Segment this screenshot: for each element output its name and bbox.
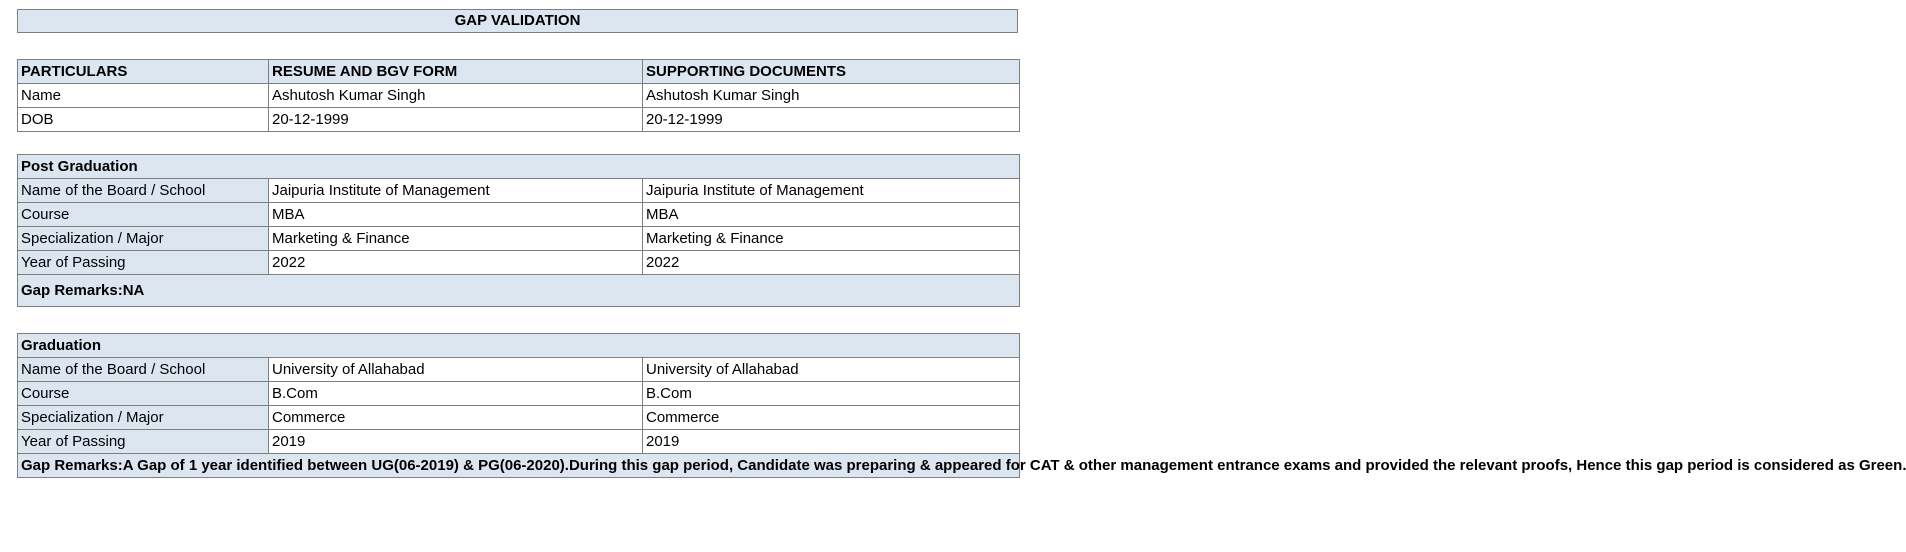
table-row — [18, 179, 1020, 203]
document-value: 2019 — [643, 430, 1020, 454]
table-row — [18, 227, 1020, 251]
row-label: Year of Passing — [18, 251, 269, 275]
document-value: MBA — [643, 203, 1020, 227]
resume-value: Marketing & Finance — [269, 227, 643, 251]
document-value: B.Com — [643, 382, 1020, 406]
personal-details-table — [17, 59, 1020, 132]
table-row — [18, 382, 1020, 406]
document-value: Marketing & Finance — [643, 227, 1020, 251]
document-value: Ashutosh Kumar Singh — [643, 84, 1020, 108]
table-row — [18, 251, 1020, 275]
gap-remarks: Gap Remarks:A Gap of 1 year identified between UG(06-2019) & PG(06-2020).During this gap period, Candidate was preparing & appeared for CAT & other management entrance exams and provided the relevant proofs, Hence this gap period is considered as Green. — [18, 454, 1020, 478]
table-row — [18, 430, 1020, 454]
post-graduation-table — [17, 154, 1020, 307]
gap-remarks: Gap Remarks:NA — [18, 275, 1020, 307]
resume-value: Jaipuria Institute of Management — [269, 179, 643, 203]
table-row-dob — [18, 108, 1020, 132]
page-title: GAP VALIDATION — [17, 9, 1018, 33]
resume-value: B.Com — [269, 382, 643, 406]
section-heading: Graduation — [18, 334, 1020, 358]
resume-value: MBA — [269, 203, 643, 227]
resume-value: 20-12-1999 — [269, 108, 643, 132]
row-label: DOB — [18, 108, 269, 132]
gap-remarks-row — [18, 275, 1020, 307]
table-row — [18, 358, 1020, 382]
row-label: Name of the Board / School — [18, 358, 269, 382]
resume-value: 2022 — [269, 251, 643, 275]
section-heading-row — [18, 334, 1020, 358]
header-supporting-docs: SUPPORTING DOCUMENTS — [643, 60, 1020, 84]
row-label: Specialization / Major — [18, 406, 269, 430]
header-particulars: PARTICULARS — [18, 60, 269, 84]
table-row — [18, 406, 1020, 430]
gap-remarks-row — [18, 454, 1020, 478]
resume-value: Commerce — [269, 406, 643, 430]
row-label: Name — [18, 84, 269, 108]
section-heading-row — [18, 155, 1020, 179]
header-resume-bgv: RESUME AND BGV FORM — [269, 60, 643, 84]
document-value: Commerce — [643, 406, 1020, 430]
document-value: 2022 — [643, 251, 1020, 275]
row-label: Specialization / Major — [18, 227, 269, 251]
table-row — [18, 203, 1020, 227]
row-label: Course — [18, 382, 269, 406]
graduation-table — [17, 333, 1906, 478]
table-row-name — [18, 84, 1020, 108]
row-label: Year of Passing — [18, 430, 269, 454]
resume-value: Ashutosh Kumar Singh — [269, 84, 643, 108]
section-heading: Post Graduation — [18, 155, 1020, 179]
table-header-row — [18, 60, 1020, 84]
row-label: Course — [18, 203, 269, 227]
document-value: 20-12-1999 — [643, 108, 1020, 132]
resume-value: 2019 — [269, 430, 643, 454]
document-value: Jaipuria Institute of Management — [643, 179, 1020, 203]
document-value: University of Allahabad — [643, 358, 1020, 382]
row-label: Name of the Board / School — [18, 179, 269, 203]
resume-value: University of Allahabad — [269, 358, 643, 382]
